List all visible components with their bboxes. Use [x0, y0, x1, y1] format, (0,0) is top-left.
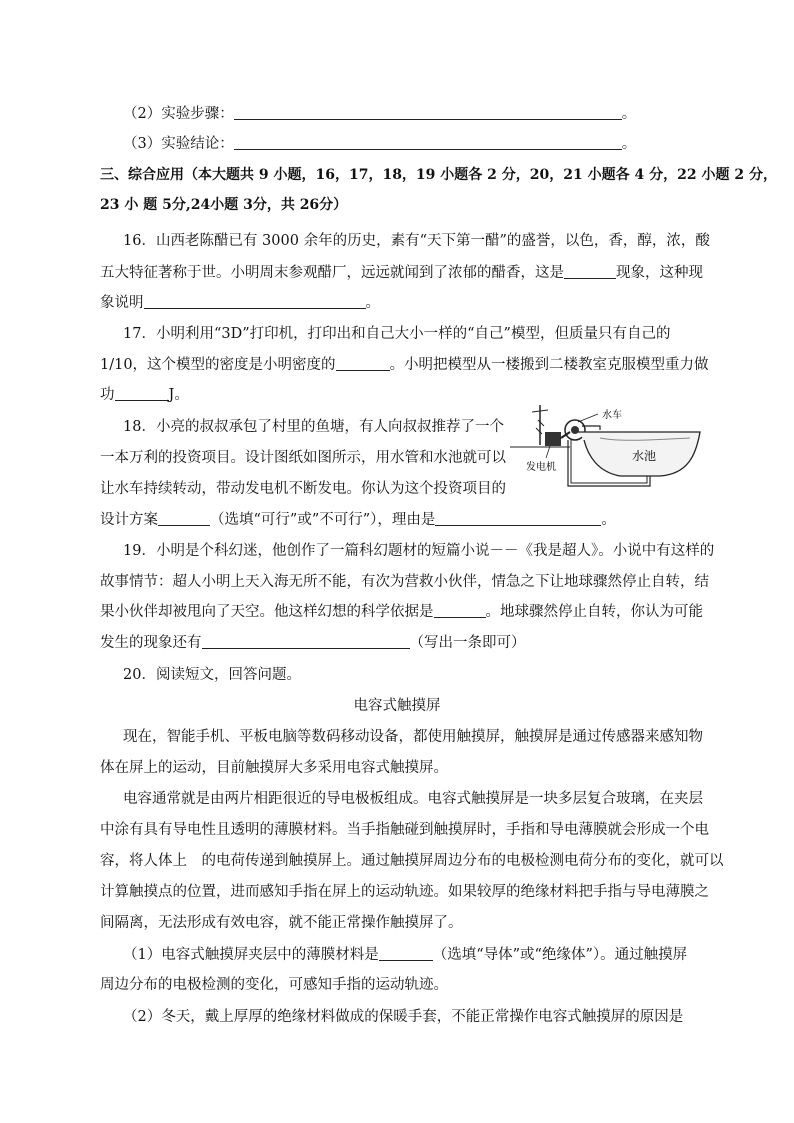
- experiment-steps-blank[interactable]: [234, 105, 622, 120]
- q19-blank-1[interactable]: [434, 603, 486, 618]
- q18-text: （选填“可行”或”不可行”），理由是: [210, 512, 436, 528]
- q16-text: 五大特征著称于世。小明周末参观醋厂，远远就闻到了浓郁的醋香，这是: [100, 265, 564, 281]
- article-p2-line-1: 电容通常就是由两片相距很近的导电极板组成。电容式触摸屏是一块多层复合玻璃，在夹层: [123, 791, 703, 807]
- q16-blank-2[interactable]: [144, 294, 366, 309]
- period: 。: [621, 106, 637, 122]
- question-18-line-2: 一本万利的投资项目。设计图纸如图所示，用水管和水池就可以: [100, 450, 506, 466]
- question-19-line-1: 19．小明是个科幻迷，他创作了一篇科幻题材的短篇小说－－《我是超人》。小说中有这样的: [123, 543, 715, 559]
- question-17-line-1: 17．小明利用“3D”打印机，打印出和自己大小一样的“自己”模型，但质量只有自己的: [123, 326, 671, 342]
- q20-text: （选填“导体”或“绝缘体”）。通过触摸屏: [432, 947, 688, 963]
- question-16-line-2: [100, 263, 703, 283]
- question-19-line-4: [100, 633, 526, 653]
- article-p1-line-2: 体在屏上的运动，目前触摸屏大多采用电容式触摸屏。: [100, 760, 448, 776]
- article-title: 电容式触摸屏: [353, 698, 441, 714]
- q19-text: （写出一条即可）: [409, 635, 526, 651]
- section-3-title: 三、综合应用（本大题共 9 小题，16，17，18，19 小题各 2 分，20，21 小题各 4 分，22 小题 2 分，: [100, 167, 777, 183]
- q17-blank-1[interactable]: [336, 356, 390, 371]
- question-17-line-3: [100, 385, 189, 405]
- wheel-hub: [571, 426, 579, 434]
- question-20-sub-2: （2）冬天，戴上厚厚的绝缘材料做成的保暖手套，不能正常操作电容式触摸屏的原因是: [123, 1009, 684, 1025]
- question-18-line-1: 18．小亮的叔叔承包了村里的鱼塘，有人向叔叔推荐了一个: [123, 419, 504, 435]
- period: 。: [365, 295, 380, 311]
- article-p2-line-2: 中涂有具有导电性且透明的薄膜材料。当手指触碰到触摸屏时，手指和导电薄膜就会形成一个电: [100, 822, 709, 838]
- q17-text: 功: [100, 387, 115, 403]
- question-20-intro: 20．阅读短文，回答问题。: [123, 667, 301, 683]
- q19-blank-2[interactable]: [202, 634, 410, 649]
- generator-pointer: [546, 446, 550, 458]
- q16-blank-1[interactable]: [564, 264, 616, 279]
- experiment-conclusion-line: [123, 134, 636, 154]
- label-generator: 发电机: [526, 462, 556, 473]
- article-p2-line-4: 计算触摸点的位置，进而感知手指在屏上的运动轨迹。如果较厚的绝缘材料把手指与导电薄膜之: [100, 884, 709, 900]
- q20-blank-1[interactable]: [379, 946, 433, 961]
- q20-text: （1）电容式触摸屏夹层中的薄膜材料是: [123, 947, 379, 963]
- water-wheel-diagram: [510, 400, 705, 495]
- article-p2-line-5: 间隔离，无法形成有效电容，就不能正常操作触摸屏了。: [100, 915, 463, 931]
- q17-text: 。小明把模型从一楼搬到二楼教室克服模型重力做: [389, 357, 709, 373]
- waterwheel-pointer: [578, 414, 598, 422]
- q19-text: 果小伙伴却被甩向了天空。他这样幻想的科学依据是: [100, 604, 434, 620]
- q19-text: 发生的现象还有: [100, 635, 202, 651]
- question-19-line-2: 故事情节：超人小明上天入海无所不能，有次为营救小伙伴，情急之下让地球骤然停止自转，结: [100, 574, 709, 590]
- question-18-line-4: [100, 510, 616, 530]
- question-17-line-2: [100, 355, 709, 375]
- q16-text: 现象，这种现: [616, 265, 703, 281]
- label-pool: 水池: [632, 449, 657, 463]
- q18-blank-2[interactable]: [435, 511, 601, 526]
- question-16-line-3: [100, 293, 380, 313]
- q18-text: 设计方案: [100, 512, 158, 528]
- article-p1-line-1: 现在，智能手机、平板电脑等数码移动设备，都使用触摸屏，触摸屏是通过传感器来感知物: [123, 729, 703, 745]
- question-16-line-1: 16．山西老陈醋已有 3000 余年的历史，素有“天下第一醋”的盛誉，以色，香，醇，浓，酸: [123, 233, 710, 249]
- q19-text: 。地球骤然停止自转，你认为可能: [485, 604, 703, 620]
- q17-text: J。: [168, 387, 189, 403]
- q18-blank-1[interactable]: [158, 511, 210, 526]
- label-waterwheel: 水车: [602, 410, 622, 421]
- question-19-line-3: [100, 602, 703, 622]
- q17-text: 1/10，这个模型的密度是小明密度的: [100, 357, 336, 373]
- q17-blank-2[interactable]: [115, 386, 169, 401]
- experiment-conclusion-label: （3）实验结论：: [123, 136, 234, 152]
- question-18-line-3: 让水车持续转动，带动发电机不断发电。你认为这个投资项目的: [100, 481, 506, 497]
- article-p2-line-3: 容，将人体上 的电荷传递到触摸屏上。通过触摸屏周边分布的电极检测电荷分布的变化，就可以: [100, 853, 724, 869]
- section-3-title-cont: 23 小 题 5分,24小题 3分，共 26分）: [100, 197, 348, 213]
- question-20-sub-1-cont: 周边分布的电极检测的变化，可感知手指的运动轨迹。: [100, 977, 448, 993]
- water-wheel-generator-figure: [510, 400, 705, 495]
- experiment-steps-label: （2）实验步骤：: [123, 106, 234, 122]
- q16-text: 象说明: [100, 295, 144, 311]
- experiment-conclusion-blank[interactable]: [234, 135, 622, 150]
- generator-icon: [545, 432, 561, 446]
- period: 。: [601, 512, 616, 528]
- experiment-steps-line: [123, 104, 636, 124]
- question-20-sub-1: [123, 945, 687, 965]
- period: 。: [621, 136, 637, 152]
